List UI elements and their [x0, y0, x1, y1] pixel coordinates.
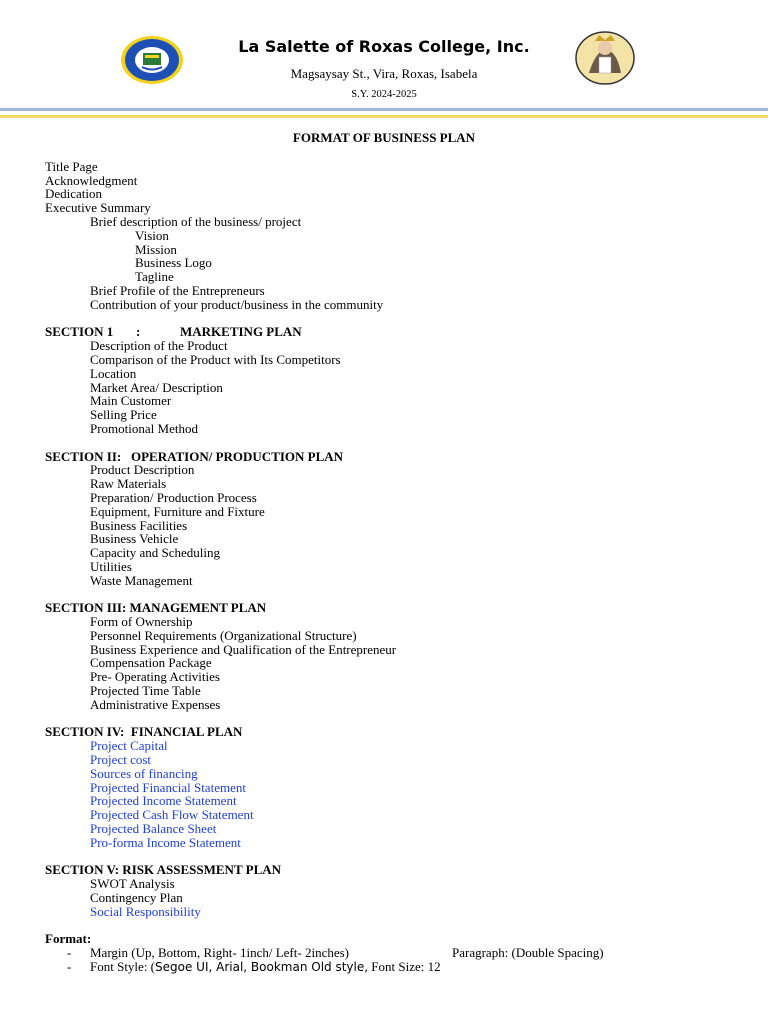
school-year: S.Y. 2024-2025	[351, 89, 417, 100]
school-address: Magsaysay St., Vira, Roxas, Isabela	[290, 66, 478, 81]
list-item: Title Page	[45, 158, 98, 174]
format-heading: Format:	[45, 931, 92, 947]
document-body	[45, 131, 745, 975]
list-item: Contingency Plan	[90, 890, 183, 906]
document-title: FORMAT OF BUSINESS PLAN	[292, 130, 476, 145]
list-item: Projected Cash Flow Statement	[90, 807, 254, 823]
list-item: Project Capital	[90, 738, 168, 754]
school-name: La Salette of Roxas College, Inc.	[238, 37, 530, 56]
list-item: Projected Time Table	[90, 683, 201, 699]
list-item: Pro-forma Income Statement	[90, 834, 241, 850]
list-item: Projected Balance Sheet	[90, 821, 217, 837]
list-item: Administrative Expenses	[90, 696, 221, 712]
list-item: Main Customer	[90, 393, 172, 409]
format-margin-text: Margin (Up, Bottom, Right- 1inch/ Left- 2inches)	[90, 945, 349, 961]
list-item: Acknowledgment	[45, 172, 138, 188]
bullet-dash: -	[67, 959, 72, 975]
list-item: Product Description	[90, 462, 195, 478]
list-item: Capacity and Scheduling	[90, 545, 220, 561]
list-item: Selling Price	[90, 407, 157, 423]
section-1-heading	[45, 325, 745, 339]
section-1-title: MARKETING PLAN	[180, 324, 302, 340]
format-item-margin	[45, 946, 745, 960]
format-font-style-label: Font Style: (	[90, 959, 156, 975]
header-rule-gold	[0, 115, 768, 118]
list-item: Business Experience and Qualification of the Entrepreneur	[90, 641, 397, 657]
header-rule-blue	[0, 108, 768, 111]
list-item: Brief description of the business/ project	[90, 213, 302, 229]
format-paragraph-text: Paragraph: (Double Spacing)	[452, 945, 604, 961]
list-item: Projected Financial Statement	[90, 779, 246, 795]
list-item: Brief Profile of the Entrepreneurs	[90, 282, 265, 298]
list-item: Sources of financing	[90, 765, 198, 781]
list-item: Form of Ownership	[90, 614, 193, 630]
list-item: Preparation/ Production Process	[90, 489, 257, 505]
list-item: Business Vehicle	[90, 531, 179, 547]
list-item: Mission	[135, 241, 177, 257]
bullet-dash: -	[67, 945, 72, 961]
list-item: Project cost	[90, 752, 152, 768]
list-item: Tagline	[135, 269, 174, 285]
list-item: Social Responsibility	[90, 903, 201, 919]
list-item: Business Logo	[135, 255, 212, 271]
list-item: Waste Management	[90, 572, 193, 588]
section-5-heading: SECTION V: RISK ASSESSMENT PLAN	[45, 862, 282, 878]
list-item: Personnel Requirements (Organizational Structure)	[90, 627, 357, 643]
format-font-names: Segoe UI, Arial, Bookman Old style,	[155, 960, 369, 975]
letterhead	[0, 0, 768, 120]
list-item: SWOT Analysis	[90, 876, 175, 892]
section-1-label: SECTION 1	[45, 324, 114, 340]
section-2-heading: SECTION II: OPERATION/ PRODUCTION PLAN	[45, 448, 344, 464]
list-item: Equipment, Furniture and Fixture	[90, 503, 265, 519]
list-item: Compensation Package	[90, 655, 212, 671]
patron-portrait-logo	[575, 31, 635, 85]
list-item: Description of the Product	[90, 338, 228, 354]
section-3-heading: SECTION III: MANAGEMENT PLAN	[45, 600, 267, 616]
section-4-heading: SECTION IV: FINANCIAL PLAN	[45, 724, 243, 740]
list-item: Market Area/ Description	[90, 379, 223, 395]
list-item: Projected Income Statement	[90, 793, 237, 809]
list-item: Pre- Operating Activities	[90, 669, 220, 685]
list-item: Raw Materials	[90, 476, 167, 492]
list-item: Location	[90, 365, 137, 381]
format-font-size: Font Size: 12	[368, 959, 441, 975]
list-item: Business Facilities	[90, 517, 188, 533]
list-item: Utilities	[90, 558, 132, 574]
list-item: Contribution of your product/business in the community	[90, 296, 384, 312]
list-item: Promotional Method	[90, 420, 198, 436]
list-item: Executive Summary	[45, 200, 151, 216]
list-item: Dedication	[45, 186, 103, 202]
section-1-colon: :	[136, 324, 141, 340]
list-item: Comparison of the Product with Its Competitors	[90, 351, 341, 367]
list-item: Vision	[135, 227, 169, 243]
format-item-font	[45, 960, 745, 975]
